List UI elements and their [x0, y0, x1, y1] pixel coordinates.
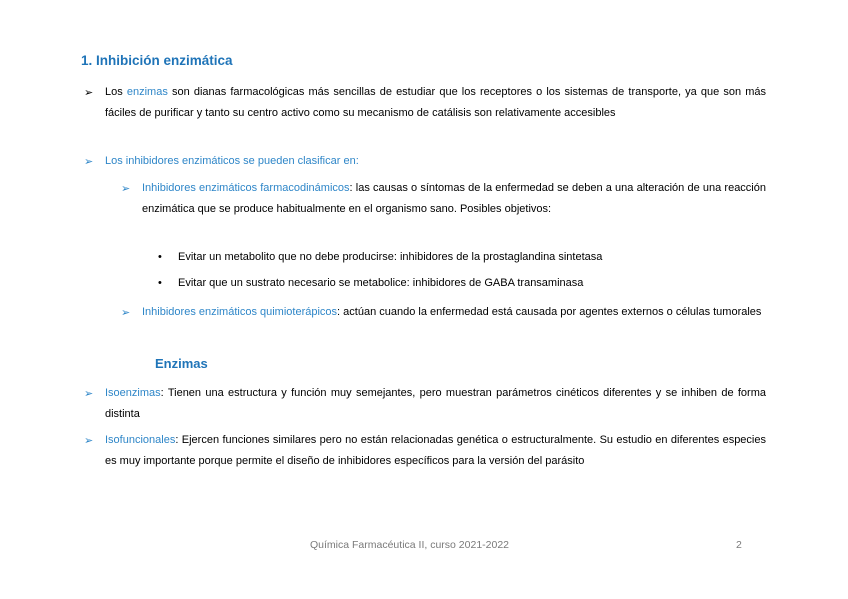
- footer-text: Química Farmacéutica II, curso 2021-2022: [310, 539, 510, 551]
- arrow-bullet-icon: ➢: [84, 87, 94, 99]
- arrow-bullet-icon: ➢: [84, 435, 94, 447]
- dot-item: Evitar que un sustrato necesario se metabolice: inhibidores de GABA transaminasa: [178, 277, 584, 289]
- paragraph-isoenzimas: [105, 383, 766, 425]
- section-heading: 1. Inhibición enzimática: [81, 53, 233, 68]
- p1-term: enzimas: [126, 86, 168, 98]
- sub1-rest: : las causas o síntomas de la enfermedad se deben a una alteración de una reacción enzimática que se produce habitualmente en el organismo sano. Posibles objetivos:: [142, 182, 766, 215]
- dot-bullet-icon: •: [158, 251, 162, 263]
- p3-term: Isoenzimas: [105, 387, 161, 399]
- p1-lead: Los: [105, 86, 127, 98]
- subsection-heading: Enzimas: [155, 356, 208, 371]
- page-number: 2: [736, 539, 742, 551]
- paragraph-enzimas: [105, 82, 766, 124]
- p4-rest: : Ejercen funciones similares pero no están relacionadas genética o estructuralmente. Su estudio en diferentes especies es muy importante porque permite el diseño de inhibidores específicos para la versión del parásito: [105, 434, 766, 467]
- arrow-bullet-icon: ➢: [121, 183, 131, 195]
- sub2-term: Inhibidores enzimáticos quimioterápicos: [142, 306, 338, 318]
- arrow-bullet-icon: ➢: [121, 307, 131, 319]
- sub2-rest: : actúan cuando la enfermedad está causada por agentes externos o células tumorales: [337, 306, 762, 318]
- dot-bullet-icon: •: [158, 277, 162, 289]
- paragraph-isofuncionales: [105, 430, 766, 472]
- p4-term: Isofuncionales: [105, 434, 176, 446]
- p3-rest: : Tienen una estructura y función muy semejantes, pero muestran parámetros cinéticos diferentes y se inhiben de forma distinta: [105, 387, 766, 420]
- paragraph-clasificacion: Los inhibidores enzimáticos se pueden clasificar en:: [105, 155, 359, 167]
- dot-item: Evitar un metabolito que no debe producirse: inhibidores de la prostaglandina sintetasa: [178, 251, 603, 263]
- arrow-bullet-icon: ➢: [84, 388, 94, 400]
- subitem-farmacodinamicos: [142, 178, 766, 220]
- subitem-quimioterapicos: [142, 302, 766, 323]
- p1-rest: son dianas farmacológicas más sencillas de estudiar que los receptores o los sistemas de transporte, ya que son más fáciles de purificar y tanto su centro activo como su mecanismo de catálisis son relativamente accesibles: [105, 86, 767, 119]
- arrow-bullet-icon: ➢: [84, 156, 94, 168]
- sub1-term: Inhibidores enzimáticos farmacodinámicos: [142, 182, 350, 194]
